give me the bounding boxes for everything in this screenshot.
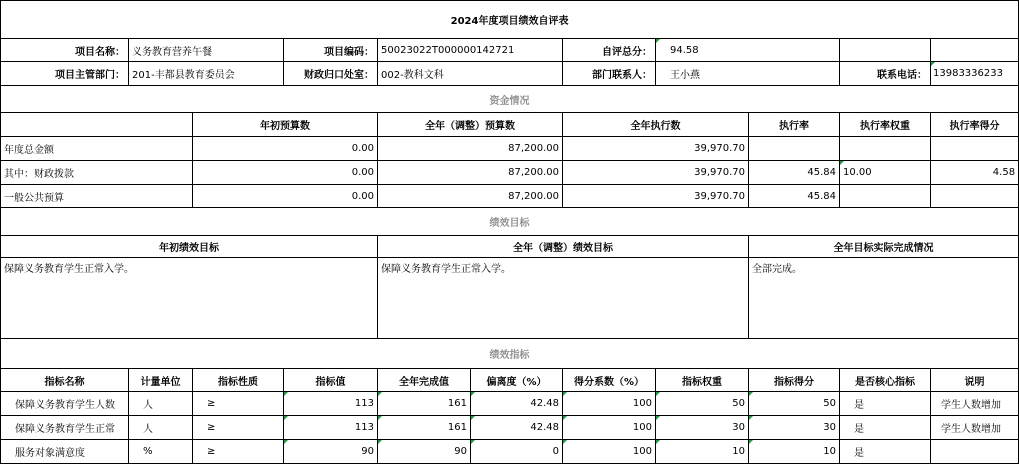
dept-label: 项目主管部门： (1, 62, 129, 86)
empty-cell[interactable] (840, 39, 931, 62)
empty-cell[interactable] (931, 39, 1019, 62)
indicators-section-title: 绩效指标 (1, 339, 1019, 369)
ind-header-completed: 全年完成值 (378, 369, 471, 392)
goal-initial-text[interactable]: 保障义务教育学生正常入学。 (1, 258, 378, 339)
funds-exec-rate[interactable]: 45.84 (749, 161, 840, 185)
project-code-label: 项目编码： (284, 39, 378, 62)
goal-adjusted-text[interactable]: 保障义务教育学生正常入学。 (378, 258, 749, 339)
phone-label: 联系电话： (840, 62, 931, 86)
funds-header-adjusted-budget: 全年（调整）预算数 (378, 113, 563, 137)
funds-adjusted-budget[interactable]: 87,200.00 (378, 161, 563, 185)
sheet-title: 2024年度项目绩效自评表 (1, 1, 1019, 39)
ind-note[interactable]: 学生人数增加 (931, 392, 1019, 416)
ind-name[interactable]: 保障义务教育学生人数 (1, 392, 129, 416)
indicators-section-row (1, 339, 1019, 369)
funds-rate-score[interactable] (931, 185, 1019, 208)
funds-row (1, 161, 1019, 185)
funds-row-label: 年度总金额 (1, 137, 193, 161)
ind-completed[interactable]: 161 (378, 392, 471, 416)
ind-target[interactable]: 113 (284, 392, 378, 416)
funds-row-label: 其中：财政拨款 (1, 161, 193, 185)
finance-office-label: 财政归口处室： (284, 62, 378, 86)
goal-completion-text[interactable]: 全部完成。 (749, 258, 1019, 339)
funds-row (1, 137, 1019, 161)
ind-nature[interactable]: ≥ (193, 440, 284, 464)
goals-value-row (1, 258, 1019, 339)
funds-initial-budget[interactable]: 0.00 (193, 185, 378, 208)
project-code-value[interactable]: 50023022T000000142721 (378, 39, 563, 62)
ind-note[interactable] (931, 440, 1019, 464)
contact-person-value[interactable]: 王小燕 (656, 62, 840, 86)
ind-core[interactable]: 是 (840, 392, 931, 416)
funds-section-title: 资金情况 (1, 86, 1019, 113)
funds-executed[interactable]: 39,970.70 (563, 137, 749, 161)
info-row-2 (1, 62, 1019, 86)
contact-person-label: 部门联系人： (563, 62, 656, 86)
indicator-row (1, 392, 1019, 416)
goals-section-title: 绩效目标 (1, 208, 1019, 236)
funds-rate-weight[interactable] (840, 137, 931, 161)
funds-exec-rate[interactable] (749, 137, 840, 161)
ind-header-coefficient: 得分系数（%） (563, 369, 656, 392)
ind-unit[interactable]: 人 (129, 416, 193, 440)
funds-header-blank (1, 113, 193, 137)
ind-coefficient[interactable]: 100 (563, 416, 656, 440)
ind-header-weight: 指标权重 (656, 369, 749, 392)
ind-unit[interactable]: % (129, 440, 193, 464)
goals-header-adjusted: 全年（调整）绩效目标 (378, 236, 749, 258)
goals-header-row (1, 236, 1019, 258)
funds-rate-weight[interactable] (840, 185, 931, 208)
info-row-1 (1, 39, 1019, 62)
ind-target[interactable]: 90 (284, 440, 378, 464)
ind-completed[interactable]: 90 (378, 440, 471, 464)
ind-core[interactable]: 是 (840, 440, 931, 464)
funds-adjusted-budget[interactable]: 87,200.00 (378, 137, 563, 161)
funds-rate-weight[interactable]: 10.00 (840, 161, 931, 185)
funds-adjusted-budget[interactable]: 87,200.00 (378, 185, 563, 208)
finance-office-value[interactable]: 002-教科文科 (378, 62, 563, 86)
funds-exec-rate[interactable]: 45.84 (749, 185, 840, 208)
ind-unit[interactable]: 人 (129, 392, 193, 416)
ind-completed[interactable]: 161 (378, 416, 471, 440)
ind-header-nature: 指标性质 (193, 369, 284, 392)
ind-weight[interactable]: 50 (656, 392, 749, 416)
ind-coefficient[interactable]: 100 (563, 392, 656, 416)
indicators-header-row (1, 369, 1019, 392)
ind-core[interactable]: 是 (840, 416, 931, 440)
goals-header-completion: 全年目标实际完成情况 (749, 236, 1019, 258)
ind-header-name: 指标名称 (1, 369, 129, 392)
ind-name[interactable]: 服务对象满意度 (1, 440, 129, 464)
funds-header-row (1, 113, 1019, 137)
ind-coefficient[interactable]: 100 (563, 440, 656, 464)
indicator-row (1, 416, 1019, 440)
funds-row-label: 一般公共预算 (1, 185, 193, 208)
ind-deviation[interactable]: 42.48 (471, 392, 563, 416)
title-row (1, 1, 1019, 39)
ind-score[interactable]: 30 (749, 416, 840, 440)
ind-header-score: 指标得分 (749, 369, 840, 392)
ind-header-target: 指标值 (284, 369, 378, 392)
funds-header-rate-score: 执行率得分 (931, 113, 1019, 137)
funds-header-executed: 全年执行数 (563, 113, 749, 137)
ind-nature[interactable]: ≥ (193, 392, 284, 416)
funds-initial-budget[interactable]: 0.00 (193, 161, 378, 185)
ind-weight[interactable]: 10 (656, 440, 749, 464)
ind-header-core: 是否核心指标 (840, 369, 931, 392)
ind-header-deviation: 偏离度（%） (471, 369, 563, 392)
ind-deviation[interactable]: 0 (471, 440, 563, 464)
ind-target[interactable]: 113 (284, 416, 378, 440)
indicator-row (1, 440, 1019, 464)
funds-executed[interactable]: 39,970.70 (563, 161, 749, 185)
funds-row (1, 185, 1019, 208)
ind-header-unit: 计量单位 (129, 369, 193, 392)
self-score-label: 自评总分： (563, 39, 656, 62)
funds-executed[interactable]: 39,970.70 (563, 185, 749, 208)
phone-value[interactable]: 13983336233 (931, 62, 1019, 86)
funds-header-rate-weight: 执行率权重 (840, 113, 931, 137)
funds-header-exec-rate: 执行率 (749, 113, 840, 137)
ind-note[interactable]: 学生人数增加 (931, 416, 1019, 440)
funds-initial-budget[interactable]: 0.00 (193, 137, 378, 161)
ind-score[interactable]: 50 (749, 392, 840, 416)
ind-weight[interactable]: 30 (656, 416, 749, 440)
funds-section-row (1, 86, 1019, 113)
ind-score[interactable]: 10 (749, 440, 840, 464)
dept-value[interactable]: 201-丰都县教育委员会 (129, 62, 284, 86)
ind-nature[interactable]: ≥ (193, 416, 284, 440)
project-name-value[interactable]: 义务教育营养午餐 (129, 39, 284, 62)
ind-name[interactable]: 保障义务教育学生正常 (1, 416, 129, 440)
ind-header-note: 说明 (931, 369, 1019, 392)
funds-header-initial-budget: 年初预算数 (193, 113, 378, 137)
funds-rate-score[interactable]: 4.58 (931, 161, 1019, 185)
project-name-label: 项目名称： (1, 39, 129, 62)
self-score-value[interactable]: 94.58 (656, 39, 840, 62)
goals-section-row (1, 208, 1019, 236)
ind-deviation[interactable]: 42.48 (471, 416, 563, 440)
funds-rate-score[interactable] (931, 137, 1019, 161)
goals-header-initial: 年初绩效目标 (1, 236, 378, 258)
